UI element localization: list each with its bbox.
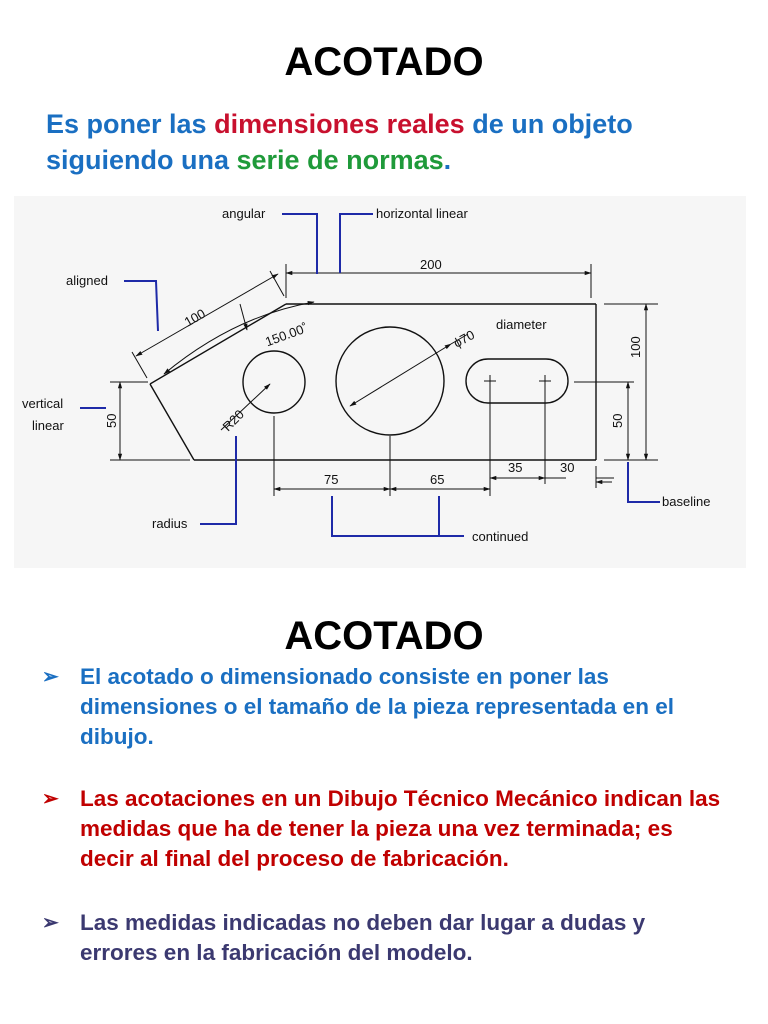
callout-lines	[80, 214, 660, 536]
holes	[243, 327, 568, 435]
dimension-values	[104, 257, 643, 487]
label-vertical: vertical	[22, 396, 64, 411]
dim-angle: 150.00˚	[263, 320, 310, 350]
label-horizontal-linear: horizontal linear	[376, 206, 468, 221]
bullet-text: Las medidas indicadas no deben dar lugar a dudas y errores en la fabricación del modelo.	[80, 910, 646, 965]
radius-callout	[200, 436, 236, 524]
outline-lower-slope	[150, 384, 194, 460]
dim-30: 30	[560, 460, 575, 475]
label-continued: continued	[472, 529, 529, 544]
baseline-callout	[628, 462, 660, 502]
bullet-text: El acotado o dimensionado consiste en poner las dimensiones o el tamaño de la pieza representada en el dibujo.	[80, 664, 674, 749]
dim-100-vertical: 100	[628, 336, 643, 358]
dim-65: 65	[430, 472, 445, 487]
label-baseline: baseline	[662, 494, 711, 509]
diagram-svg	[14, 196, 746, 568]
bullet-arrow-icon: ➢	[42, 666, 59, 688]
bullet-list	[38, 662, 728, 968]
label-aligned: aligned	[66, 273, 108, 288]
diagram-labels	[22, 206, 710, 544]
label-diameter: diameter	[496, 317, 547, 332]
label-angular: angular	[222, 206, 266, 221]
slot	[466, 359, 568, 403]
dim-200: 200	[420, 257, 442, 272]
label-radius: radius	[152, 516, 188, 531]
slot-centers	[484, 375, 551, 387]
label-linear: linear	[32, 418, 64, 433]
dim-r20: R20	[219, 406, 247, 435]
bullet-text: Las acotaciones en un Dibujo Técnico Mecánico indican las medidas que ha de tener la pieza una vez terminada; es decir al final del proceso de fabricación.	[80, 786, 721, 871]
dimensioning-diagram	[14, 196, 746, 568]
page-title: ACOTADO	[284, 40, 484, 84]
dim-100-aligned: 100	[181, 305, 208, 330]
horizontal-linear-callout	[340, 214, 373, 273]
section-title: ACOTADO	[284, 614, 484, 658]
bullet-item	[38, 662, 728, 752]
intro-part-3: .	[443, 145, 452, 175]
dim-50-right: 50	[610, 413, 625, 428]
dim-75: 75	[324, 472, 339, 487]
small-hole	[243, 351, 305, 413]
dimension-lines	[110, 264, 658, 496]
intro-highlight-norms: serie de normas	[236, 145, 444, 175]
continued-callout	[332, 496, 439, 536]
dim-50-left: 50	[104, 413, 119, 428]
bullet-arrow-icon: ➢	[42, 788, 59, 810]
bullet-item	[38, 784, 728, 874]
intro-text	[46, 106, 746, 178]
dim-35: 35	[508, 460, 523, 475]
dim-phi70: ϕ70	[450, 327, 478, 351]
bullet-item	[38, 908, 728, 968]
bullet-arrow-icon: ➢	[42, 912, 59, 934]
angular-callout	[282, 214, 317, 274]
intro-highlight-dimensions: dimensiones reales	[214, 109, 465, 139]
intro-part-2: de un objeto siguiendo una	[46, 109, 633, 175]
intro-part-1: Es poner las	[46, 109, 215, 139]
aligned-callout	[124, 281, 158, 331]
